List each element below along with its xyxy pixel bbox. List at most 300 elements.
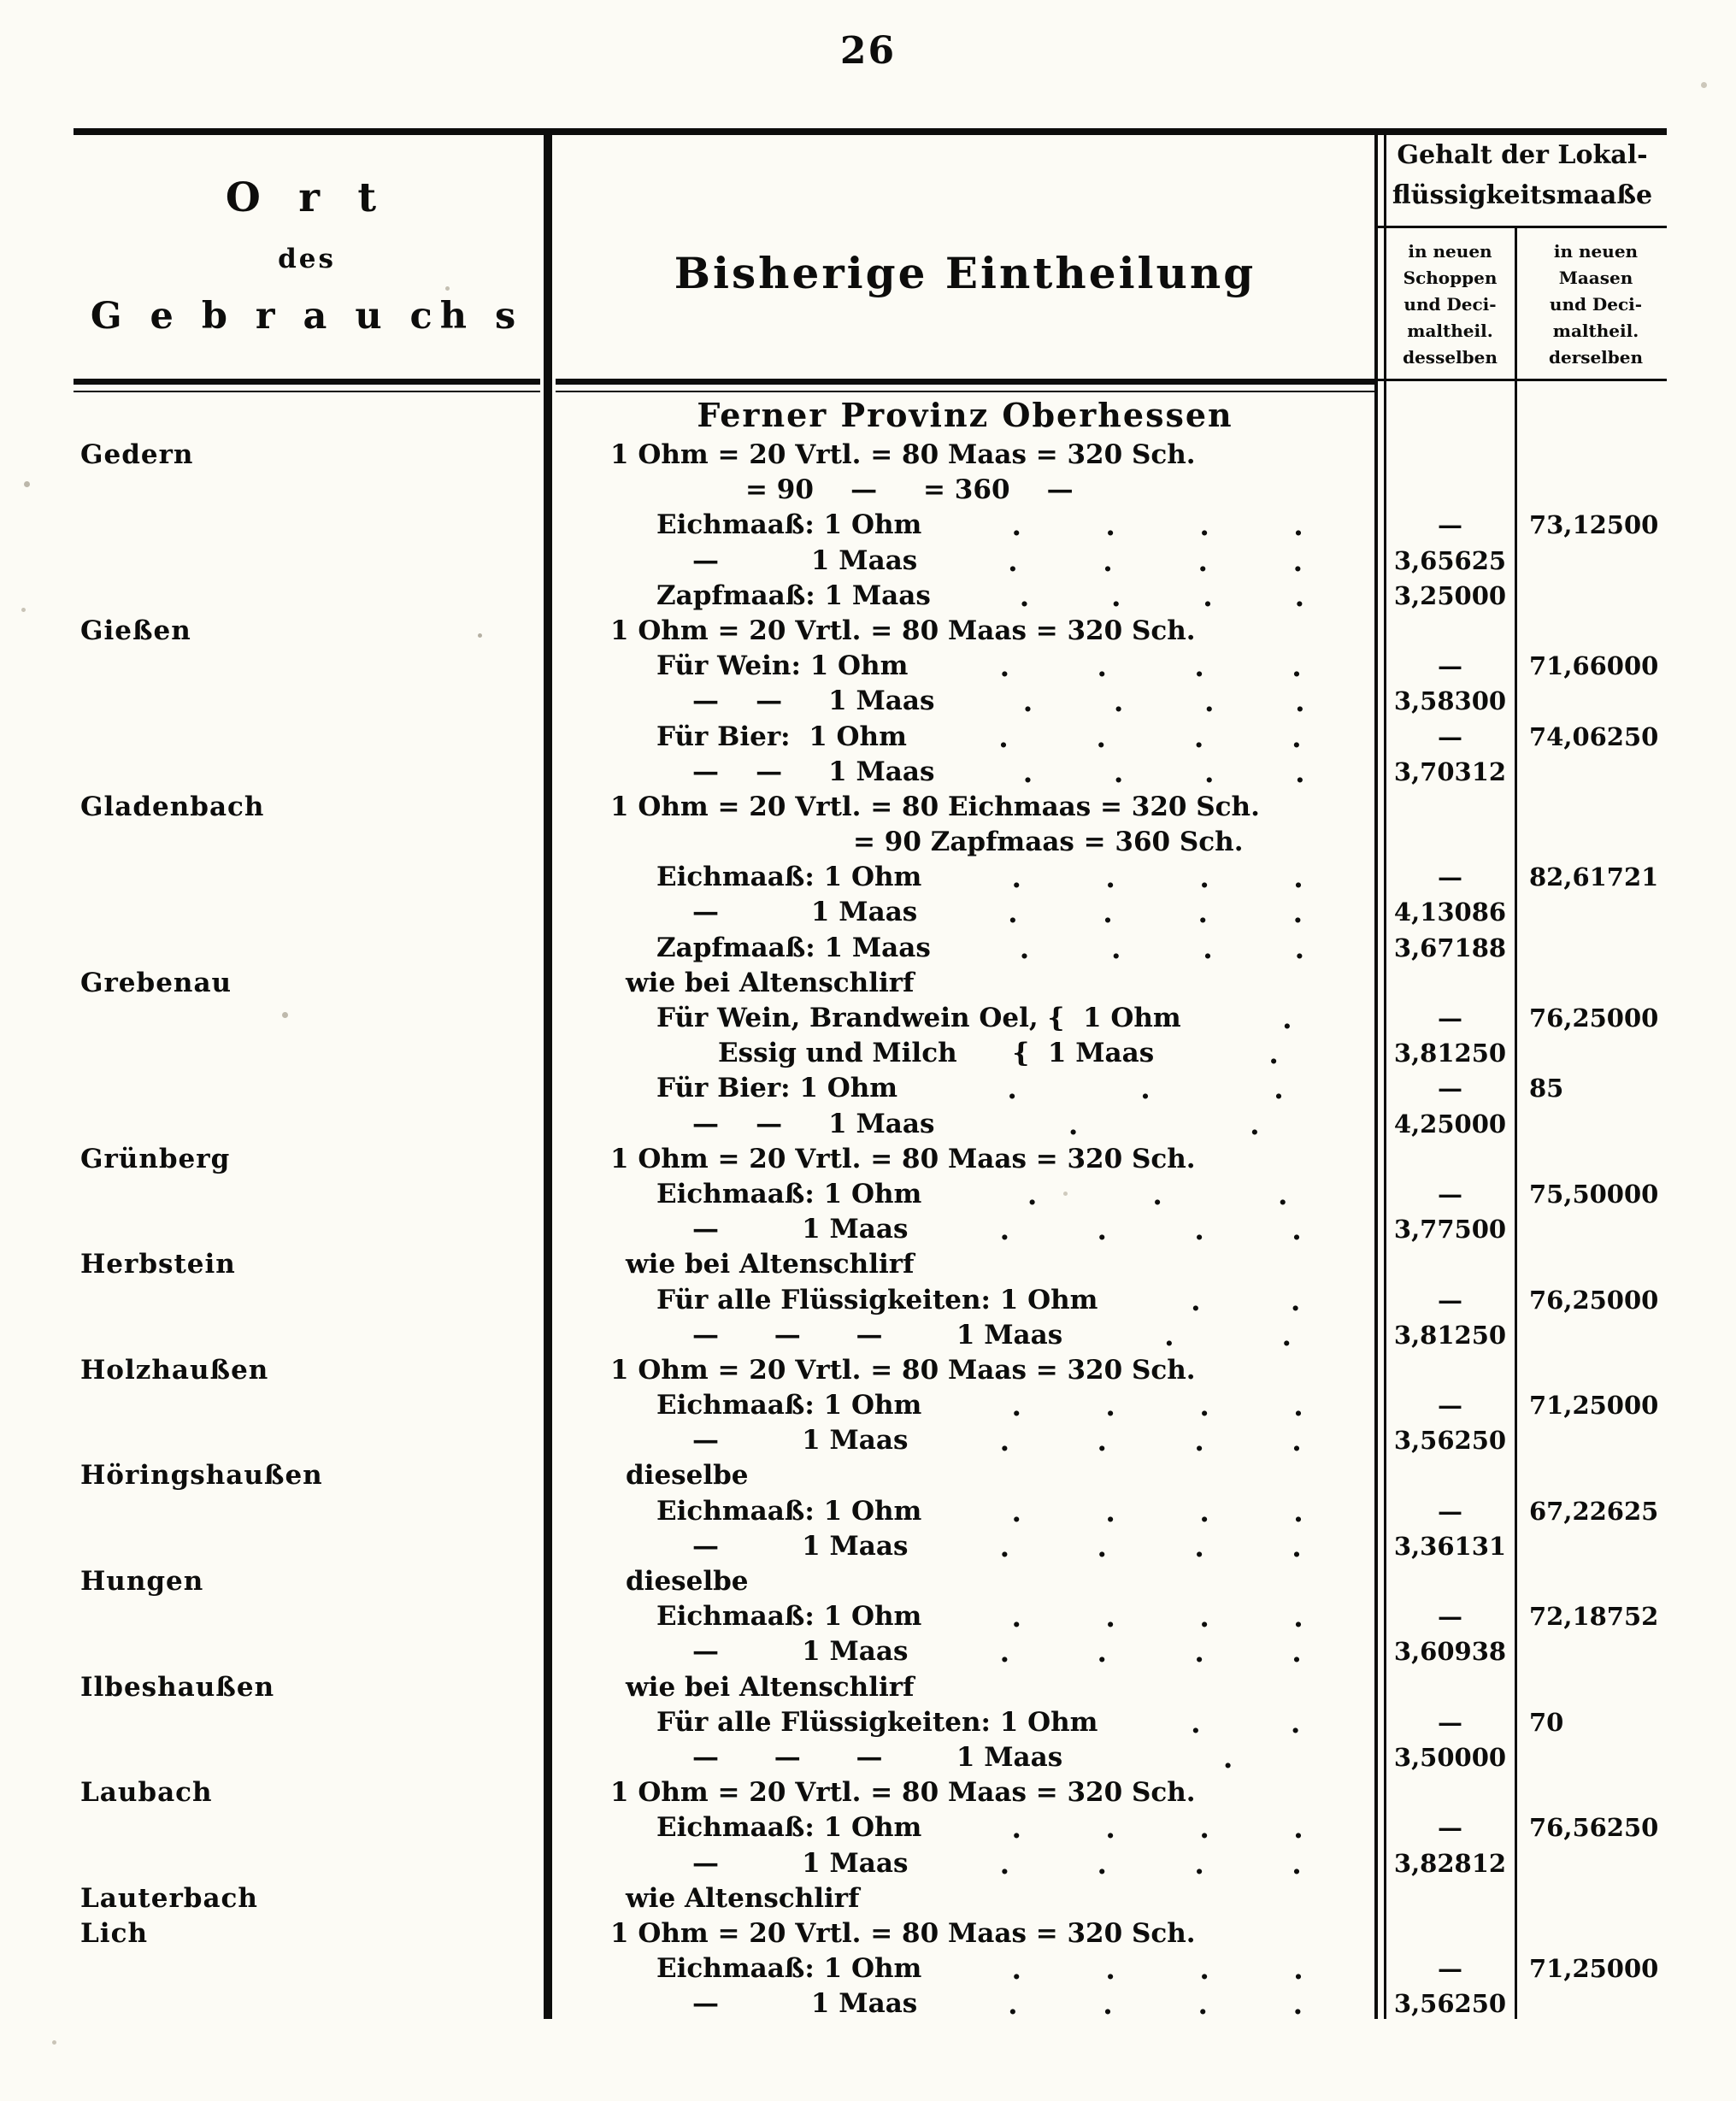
- entry-text: 1 Ohm = 20 Vrtl. = 80 Maas = 320 Sch.: [610, 1777, 1196, 1809]
- column-header-maasen: [1525, 238, 1667, 371]
- entry-line: [74, 720, 1667, 755]
- schoppen-value: [1389, 966, 1511, 1001]
- schoppen-value: —: [1438, 862, 1462, 892]
- table-row: [74, 1670, 1667, 1776]
- table-row: [74, 1247, 1667, 1353]
- schoppen-value: [1389, 1142, 1511, 1177]
- maasen-value: [1522, 473, 1667, 508]
- entry-description: [556, 1740, 1374, 1775]
- table-row: [74, 1142, 1667, 1248]
- entry-line: [74, 1423, 1667, 1458]
- maasen-value: [1522, 1212, 1667, 1247]
- entry-description: [556, 1881, 1374, 1916]
- maasen-value: [1522, 825, 1667, 860]
- schoppen-value: 3,56250: [1393, 1989, 1507, 2019]
- schoppen-value: —: [1438, 1391, 1462, 1421]
- entry-line: [74, 1986, 1667, 2022]
- entry-text: Für alle Flüssigkeiten: 1 Ohm: [656, 1284, 1098, 1315]
- maasen-header-line: in neuen: [1553, 241, 1639, 262]
- entry-line: [74, 1564, 1667, 1599]
- entry-line: [74, 1881, 1667, 1916]
- schoppen-value: —: [1438, 1602, 1462, 1632]
- entry-line: [74, 649, 1667, 684]
- entry-line: [74, 1529, 1667, 1564]
- entry-description: [556, 1529, 1374, 1564]
- entry-text: Für alle Flüssigkeiten: 1 Ohm: [656, 1706, 1098, 1738]
- schoppen-header-line: Schoppen: [1403, 268, 1498, 288]
- maasen-value: [1522, 966, 1667, 1001]
- dot-leader: .: [1282, 1002, 1292, 1035]
- schoppen-header-line: und Deci-: [1404, 294, 1497, 315]
- entry-description: [556, 1494, 1374, 1529]
- maasen-value: 71,25000: [1529, 1954, 1659, 1984]
- maasen-value: [1522, 895, 1667, 930]
- dot-leader: . .: [1164, 1318, 1292, 1352]
- place-name: Ilbeshaußen: [80, 1671, 275, 1703]
- column-header-bisherige-eintheilung: Bisherige Eintheilung: [674, 248, 1256, 298]
- header-des-line: des: [278, 244, 336, 274]
- table-row: [74, 790, 1667, 966]
- schoppen-value: [1389, 438, 1511, 473]
- schoppen-value: [1389, 1458, 1511, 1493]
- maasen-value: [1522, 755, 1667, 790]
- dot-leader: . . . .: [1022, 755, 1305, 789]
- table-row: [74, 1881, 1667, 1916]
- entry-line: [74, 1212, 1667, 1247]
- entry-line: [74, 1599, 1667, 1634]
- dot-leader: . . . .: [1019, 579, 1305, 613]
- entry-description: [556, 1775, 1374, 1810]
- place-name: Laubach: [80, 1777, 213, 1809]
- entry-line: [74, 966, 1667, 1001]
- entry-description: [556, 1212, 1374, 1247]
- table-row: [74, 614, 1667, 790]
- place-name: Lauterbach: [80, 1882, 258, 1914]
- entry-line: [74, 895, 1667, 930]
- maasen-value: [1522, 1458, 1667, 1493]
- entry-text: Eichmaaß: 1 Ohm: [656, 1812, 922, 1844]
- dot-leader: . . . .: [1011, 1952, 1303, 1986]
- entry-description: [556, 579, 1374, 614]
- entry-text: wie bei Altenschlirf: [626, 1671, 915, 1703]
- entry-line: [74, 860, 1667, 895]
- entry-description: [556, 931, 1374, 966]
- schoppen-value: 3,50000: [1393, 1742, 1507, 1772]
- entry-line: [74, 1142, 1667, 1177]
- entry-description: [556, 508, 1374, 543]
- maasen-value: [1522, 579, 1667, 614]
- schoppen-value: 4,25000: [1393, 1109, 1507, 1139]
- entry-description: [556, 473, 1374, 508]
- maasen-value: [1522, 1740, 1667, 1775]
- entry-line: [74, 1775, 1667, 1810]
- section-title: Ferner Provinz Oberhessen: [697, 396, 1233, 434]
- entry-text: = 90 — = 360 —: [745, 474, 1074, 506]
- dot-leader: . . . .: [1011, 861, 1303, 895]
- entry-description: [556, 1986, 1374, 2022]
- schoppen-value: —: [1438, 1179, 1462, 1209]
- maasen-value: [1522, 684, 1667, 719]
- entry-line: [74, 1001, 1667, 1036]
- entry-description: [556, 1670, 1374, 1705]
- place-name: Herbstein: [80, 1249, 236, 1280]
- place-name: Holzhaußen: [80, 1354, 269, 1386]
- dot-leader: .: [1268, 1037, 1279, 1071]
- rule-under-gehalt-title: [1378, 226, 1667, 228]
- dot-leader: . . . .: [1022, 685, 1305, 719]
- entry-text: — — 1 Maas: [692, 686, 935, 717]
- place-name: Gedern: [80, 439, 194, 470]
- entry-text: Für Bier: 1 Ohm: [656, 1073, 898, 1104]
- maasen-value: 85: [1529, 1074, 1564, 1103]
- entry-text: Eichmaaß: 1 Ohm: [656, 1390, 922, 1421]
- scan-noise: [0, 0, 3, 3]
- column-header-ort-des-gebrauchs: [74, 174, 540, 338]
- dot-leader: . . . .: [998, 720, 1302, 754]
- entry-line: [74, 579, 1667, 614]
- gehalt-title-line-1: Gehalt der Lokal-: [1397, 140, 1648, 170]
- entry-text: 1 Ohm = 20 Vrtl. = 80 Maas = 320 Sch.: [610, 1143, 1196, 1174]
- maasen-value: [1522, 1142, 1667, 1177]
- entry-description: [556, 1318, 1374, 1353]
- entry-description: [556, 1036, 1374, 1071]
- maasen-value: 71,25000: [1529, 1391, 1659, 1421]
- schoppen-value: [1389, 1916, 1511, 1951]
- maasen-value: [1522, 1881, 1667, 1916]
- entry-line: [74, 473, 1667, 508]
- schoppen-value: 3,81250: [1393, 1039, 1507, 1068]
- entry-line: [74, 1247, 1667, 1282]
- entry-text: 1 Ohm = 20 Vrtl. = 80 Maas = 320 Sch.: [610, 1917, 1196, 1949]
- dot-leader: . . . .: [1011, 1494, 1303, 1528]
- maasen-value: [1522, 1353, 1667, 1388]
- maasen-value: [1522, 544, 1667, 579]
- maasen-header-line: maltheil.: [1552, 321, 1639, 341]
- entry-text: — 1 Maas: [692, 1847, 909, 1879]
- schoppen-value: 3,36131: [1393, 1531, 1507, 1561]
- dot-leader: . . . .: [999, 1529, 1302, 1563]
- entry-description: [556, 1142, 1374, 1177]
- dot-leader: . . . .: [999, 650, 1302, 684]
- entry-text: — — 1 Maas: [692, 756, 935, 787]
- entry-line: [74, 1177, 1667, 1212]
- schoppen-header-line: desselben: [1403, 347, 1498, 368]
- column-header-gehalt-title: [1378, 135, 1667, 215]
- entry-line: [74, 614, 1667, 649]
- schoppen-value: [1389, 790, 1511, 825]
- maasen-value: 67,22625: [1529, 1496, 1659, 1526]
- entry-description: [556, 1283, 1374, 1318]
- entry-text: wie bei Altenschlirf: [626, 967, 915, 998]
- maasen-value: [1522, 1107, 1667, 1142]
- entry-text: Für Bier: 1 Ohm: [656, 721, 907, 752]
- entry-description: [556, 1846, 1374, 1881]
- maasen-value: 74,06250: [1529, 721, 1659, 751]
- maasen-value: [1522, 1670, 1667, 1705]
- entry-description: [556, 1423, 1374, 1458]
- schoppen-header-line: in neuen: [1408, 241, 1492, 262]
- entry-description: [556, 649, 1374, 684]
- entry-description: [556, 1951, 1374, 1986]
- entry-line: [74, 931, 1667, 966]
- maasen-value: [1522, 1318, 1667, 1353]
- schoppen-value: 3,67188: [1393, 933, 1507, 962]
- schoppen-value: [1389, 1564, 1511, 1599]
- maasen-value: [1522, 1529, 1667, 1564]
- entry-line: [74, 1107, 1667, 1142]
- dot-leader: . . . .: [1011, 1811, 1303, 1845]
- maasen-value: 76,25000: [1529, 1285, 1659, 1315]
- table-row: [74, 966, 1667, 1142]
- table-top-border: [74, 128, 1667, 135]
- maasen-value: [1522, 1775, 1667, 1810]
- entry-description: [556, 1247, 1374, 1282]
- entry-text: Eichmaaß: 1 Ohm: [656, 1178, 922, 1209]
- entry-line: [74, 1318, 1667, 1353]
- maasen-value: [1522, 1564, 1667, 1599]
- dot-leader: . .: [1191, 1705, 1301, 1739]
- schoppen-value: 3,82812: [1393, 1848, 1507, 1878]
- entry-line: [74, 1740, 1667, 1775]
- entry-description: [556, 438, 1374, 473]
- maasen-value: [1522, 438, 1667, 473]
- entry-description: [556, 790, 1374, 825]
- entry-description: [556, 1001, 1374, 1036]
- schoppen-value: 3,81250: [1393, 1320, 1507, 1350]
- maasen-value: [1522, 1846, 1667, 1881]
- maasen-value: [1522, 1247, 1667, 1282]
- entry-text: Zapfmaaß: 1 Maas: [656, 932, 931, 963]
- entry-description: [556, 1107, 1374, 1142]
- schoppen-value: 3,65625: [1393, 545, 1507, 575]
- schoppen-value: —: [1438, 1813, 1462, 1843]
- entry-text: dieselbe: [626, 1460, 749, 1492]
- entry-description: [556, 825, 1374, 860]
- schoppen-value: 4,13086: [1393, 897, 1507, 927]
- entry-text: — — 1 Maas: [692, 1108, 935, 1139]
- entry-description: [556, 1353, 1374, 1388]
- entry-description: [556, 614, 1374, 649]
- table-body: [74, 395, 1667, 2022]
- schoppen-value: [1389, 614, 1511, 649]
- entry-description: [556, 1599, 1374, 1634]
- dot-leader: . . . .: [1019, 931, 1305, 965]
- entry-line: [74, 1705, 1667, 1740]
- schoppen-value: 3,25000: [1393, 580, 1507, 610]
- schoppen-value: —: [1438, 721, 1462, 751]
- entry-line: [74, 508, 1667, 543]
- rule-under-ort-header-thin: [74, 391, 540, 392]
- entry-text: Eichmaaß: 1 Ohm: [656, 1601, 922, 1633]
- entry-line: [74, 790, 1667, 825]
- schoppen-value: 3,56250: [1393, 1426, 1507, 1456]
- maasen-value: 72,18752: [1529, 1602, 1659, 1632]
- entry-description: [556, 1177, 1374, 1212]
- table-row: [74, 1458, 1667, 1564]
- dot-leader: .: [1222, 1740, 1233, 1774]
- place-name: Höringshaußen: [80, 1460, 323, 1492]
- table-row: [74, 1775, 1667, 1881]
- entry-text: = 90 Zapfmaas = 360 Sch.: [853, 827, 1244, 858]
- place-name: Gladenbach: [80, 791, 265, 822]
- schoppen-value: 3,70312: [1393, 756, 1507, 786]
- place-name: Lich: [80, 1917, 148, 1949]
- entry-line: [74, 1846, 1667, 1881]
- entry-text: wie Altenschlirf: [626, 1882, 860, 1914]
- place-name: Grebenau: [80, 967, 232, 998]
- entry-line: [74, 1916, 1667, 1951]
- maasen-value: [1522, 1916, 1667, 1951]
- dot-leader: . . . .: [999, 1846, 1302, 1880]
- entry-line: [74, 1494, 1667, 1529]
- maasen-value: [1522, 1634, 1667, 1669]
- maasen-value: 76,25000: [1529, 1003, 1659, 1033]
- rule-under-eintheilung-header-thin: [556, 391, 1374, 392]
- dot-leader: . . . .: [999, 1213, 1302, 1247]
- dot-leader: . . .: [1027, 1177, 1288, 1211]
- entry-line: [74, 544, 1667, 579]
- schoppen-value: —: [1438, 1496, 1462, 1526]
- entry-description: [556, 684, 1374, 719]
- schoppen-value: 3,77500: [1393, 1215, 1507, 1245]
- entry-text: — 1 Maas: [692, 897, 918, 928]
- entry-text: — 1 Maas: [692, 1425, 909, 1457]
- entry-line: [74, 1810, 1667, 1845]
- schoppen-value: —: [1438, 1954, 1462, 1984]
- dot-leader: . . . .: [1008, 544, 1303, 578]
- place-name: Gießen: [80, 615, 191, 646]
- schoppen-value: [1389, 825, 1511, 860]
- entry-text: Eichmaaß: 1 Ohm: [656, 509, 922, 541]
- entry-description: [556, 720, 1374, 755]
- entry-line: [74, 1036, 1667, 1071]
- entry-text: — 1 Maas: [692, 1636, 909, 1668]
- entry-text: Für Wein, Brandwein Oel, { 1 Ohm: [656, 1003, 1181, 1033]
- maasen-value: [1522, 1036, 1667, 1071]
- place-name: Grünberg: [80, 1143, 231, 1174]
- schoppen-value: —: [1438, 1074, 1462, 1103]
- gehalt-title-line-2: flüssigkeitsmaaße: [1392, 180, 1653, 210]
- schoppen-value: —: [1438, 651, 1462, 681]
- entry-text: 1 Ohm = 20 Vrtl. = 80 Eichmaas = 320 Sch.: [610, 791, 1260, 822]
- maasen-value: [1522, 931, 1667, 966]
- entry-text: 1 Ohm = 20 Vrtl. = 80 Maas = 320 Sch.: [610, 615, 1196, 646]
- table-row: [74, 438, 1667, 614]
- entry-line: [74, 684, 1667, 719]
- entry-text: — 1 Maas: [692, 1214, 909, 1245]
- entry-line: [74, 1951, 1667, 1986]
- maasen-value: 82,61721: [1529, 862, 1659, 892]
- entry-text: Eichmaaß: 1 Ohm: [656, 862, 922, 893]
- entry-text: Eichmaaß: 1 Ohm: [656, 1495, 922, 1527]
- schoppen-value: 3,60938: [1393, 1637, 1507, 1667]
- column-header-schoppen: [1389, 238, 1511, 371]
- maasen-value: 73,12500: [1529, 510, 1659, 540]
- maasen-value: [1522, 1986, 1667, 2022]
- entry-text: dieselbe: [626, 1566, 749, 1597]
- entry-line: [74, 825, 1667, 860]
- maasen-header-line: und Deci-: [1549, 294, 1643, 315]
- entry-text: Zapfmaaß: 1 Maas: [656, 580, 931, 611]
- entry-description: [556, 1810, 1374, 1845]
- maasen-header-line: Maasen: [1558, 268, 1633, 288]
- entry-text: Eichmaaß: 1 Ohm: [656, 1953, 922, 1985]
- entry-text: Essig und Milch { 1 Maas: [718, 1038, 1155, 1069]
- dot-leader: . . . .: [1011, 1600, 1303, 1634]
- entry-text: 1 Ohm = 20 Vrtl. = 80 Maas = 320 Sch.: [610, 1354, 1196, 1386]
- entry-description: [556, 966, 1374, 1001]
- maasen-value: 70: [1529, 1707, 1564, 1737]
- entry-description: [556, 1388, 1374, 1423]
- schoppen-value: —: [1438, 510, 1462, 540]
- entry-text: Für Wein: 1 Ohm: [656, 650, 909, 682]
- schoppen-value: [1389, 1670, 1511, 1705]
- schoppen-value: —: [1438, 1003, 1462, 1033]
- dot-leader: . . . .: [1011, 509, 1303, 543]
- entry-text: — 1 Maas: [692, 544, 918, 576]
- entry-text: — 1 Maas: [692, 1988, 918, 2020]
- entry-text: — — — 1 Maas: [692, 1741, 1063, 1773]
- entry-text: wie bei Altenschlirf: [626, 1249, 915, 1280]
- rule-under-eintheilung-header: [556, 379, 1374, 385]
- entry-line: [74, 1353, 1667, 1388]
- dot-leader: . .: [1191, 1283, 1301, 1317]
- entry-line: [74, 1283, 1667, 1318]
- header-gebrauchs-line: G e b r a u ch s: [90, 295, 524, 338]
- entry-description: [556, 895, 1374, 930]
- dot-leader: . . . .: [999, 1635, 1302, 1669]
- table-row: [74, 1353, 1667, 1459]
- entry-description: [556, 1458, 1374, 1493]
- place-name: Hungen: [80, 1566, 204, 1597]
- schoppen-value: [1389, 1881, 1511, 1916]
- dot-leader: . . . .: [1011, 1389, 1303, 1423]
- page-number: 26: [839, 29, 897, 73]
- schoppen-header-line: maltheil.: [1407, 321, 1493, 341]
- entry-description: [556, 544, 1374, 579]
- dot-leader: . . . .: [1008, 896, 1303, 930]
- schoppen-value: —: [1438, 1285, 1462, 1315]
- header-ort-line: O r t: [225, 174, 389, 221]
- schoppen-value: [1389, 1247, 1511, 1282]
- entry-line: [74, 1388, 1667, 1423]
- rule-under-subheaders: [1378, 379, 1667, 381]
- entry-text: — — — 1 Maas: [692, 1319, 1063, 1351]
- entry-description: [556, 1071, 1374, 1106]
- schoppen-value: [1389, 1775, 1511, 1810]
- entry-text: — 1 Maas: [692, 1530, 909, 1562]
- maasen-value: 75,50000: [1529, 1179, 1659, 1209]
- entry-description: [556, 1705, 1374, 1740]
- entry-description: [556, 1564, 1374, 1599]
- maasen-value: [1522, 614, 1667, 649]
- entry-description: [556, 1634, 1374, 1669]
- dot-leader: . . . .: [999, 1424, 1302, 1458]
- schoppen-value: 3,58300: [1393, 686, 1507, 716]
- maasen-header-line: derselben: [1548, 347, 1644, 368]
- maasen-value: 71,66000: [1529, 651, 1659, 681]
- entry-line: [74, 1071, 1667, 1106]
- entry-line: [74, 1670, 1667, 1705]
- entry-line: [74, 438, 1667, 473]
- schoppen-value: —: [1438, 1707, 1462, 1737]
- maasen-value: [1522, 1423, 1667, 1458]
- schoppen-value: [1389, 1353, 1511, 1388]
- dot-leader: . .: [1068, 1107, 1260, 1141]
- entry-description: [556, 755, 1374, 790]
- dot-leader: . . .: [1007, 1072, 1284, 1106]
- table-row: [74, 1564, 1667, 1670]
